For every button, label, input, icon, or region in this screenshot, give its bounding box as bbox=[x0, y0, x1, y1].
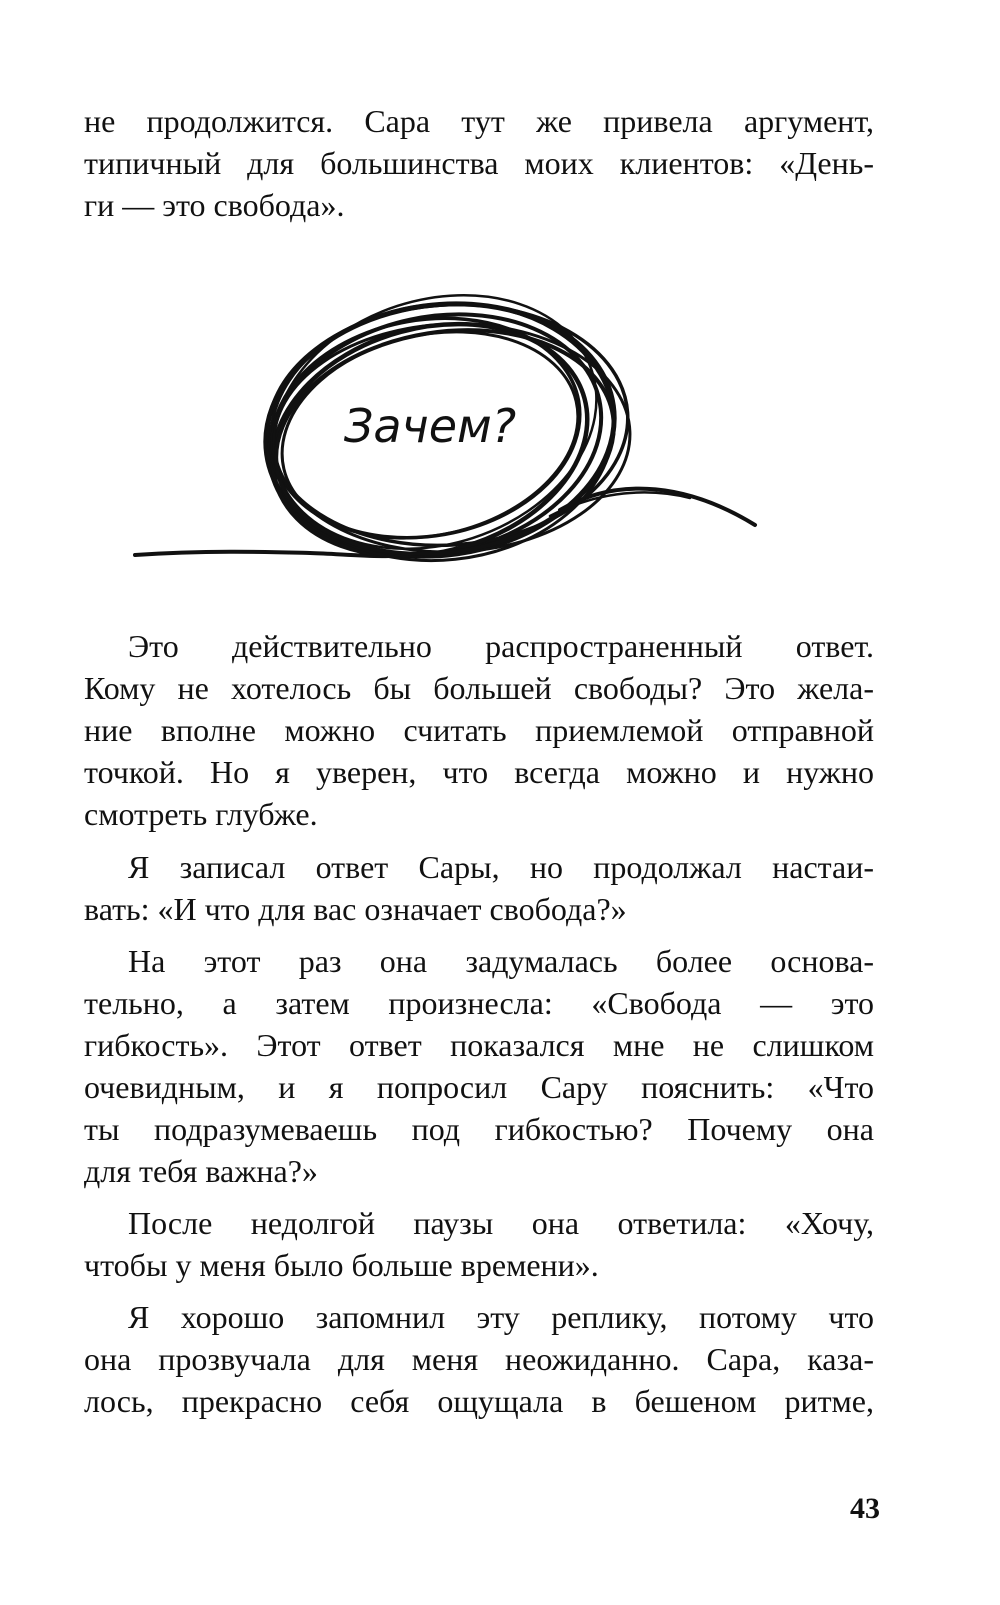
text-line: вать: «И что для вас означает свобода?» bbox=[84, 891, 627, 927]
text-line: лось, прекрасно себя ощущала в бешеном ритме, bbox=[84, 1383, 874, 1419]
text-line: ние вполне можно считать приемлемой отправной bbox=[84, 712, 874, 748]
text-line: точкой. Но я уверен, что всегда можно и нужно bbox=[84, 754, 874, 790]
text-line: тельно, а затем произнесла: «Свобода — это bbox=[84, 985, 874, 1021]
text-line: Я записал ответ Сары, но продолжал настаи- bbox=[128, 849, 874, 885]
text-line: Это действительно распространенный ответ. bbox=[128, 628, 874, 664]
text-line: Я хорошо запомнил эту реплику, потому что bbox=[128, 1299, 874, 1335]
paragraph-6 bbox=[84, 1296, 874, 1422]
paragraph-4 bbox=[84, 940, 874, 1192]
text-line: для тебя важна?» bbox=[84, 1153, 318, 1189]
page-number: 43 bbox=[850, 1492, 880, 1525]
illustration-label: Зачем? bbox=[343, 399, 517, 453]
paragraph-1 bbox=[84, 100, 874, 226]
text-line: ги — это свобода». bbox=[84, 187, 345, 223]
paragraph-2 bbox=[84, 625, 874, 835]
text-line: Кому не хотелось бы большей свободы? Это жела- bbox=[84, 670, 874, 706]
scribbled-circle-icon bbox=[130, 270, 790, 600]
paragraph-5 bbox=[84, 1202, 874, 1286]
paragraph-3 bbox=[84, 846, 874, 930]
text-line: она прозвучала для меня неожиданно. Сара, каза- bbox=[84, 1341, 874, 1377]
text-line: После недолгой паузы она ответила: «Хочу, bbox=[128, 1205, 874, 1241]
text-line: смотреть глубже. bbox=[84, 796, 318, 832]
text-line: типичный для большинства моих клиентов: «День- bbox=[84, 145, 874, 181]
text-line: ты подразумеваешь под гибкостью? Почему она bbox=[84, 1111, 874, 1147]
text-line: не продолжится. Сара тут же привела аргумент, bbox=[84, 103, 874, 139]
scribbled-circle-illustration bbox=[130, 270, 790, 600]
text-line: На этот раз она задумалась более основа- bbox=[128, 943, 874, 979]
text-line: чтобы у меня было больше времени». bbox=[84, 1247, 599, 1283]
text-line: гибкость». Этот ответ показался мне не слишком bbox=[84, 1027, 874, 1063]
text-line: очевидным, и я попросил Сару пояснить: «Что bbox=[84, 1069, 874, 1105]
